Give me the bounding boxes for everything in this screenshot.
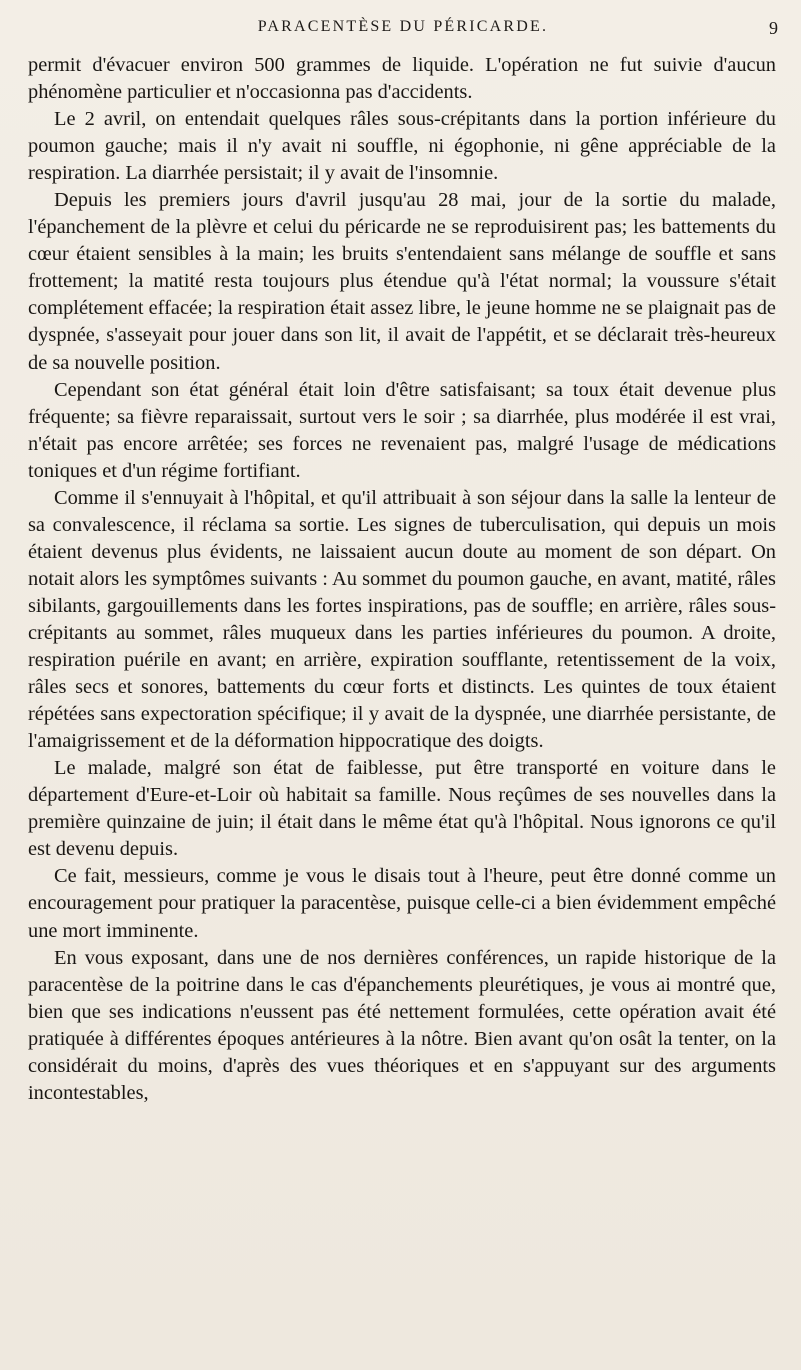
paragraph: Cependant son état général était loin d'être satisfaisant; sa toux était devenue plus fréquente; sa fièvre reparaissait, surtout vers le soir ; sa diarrhée, plus modérée il est vrai, n'était pas encore arrêtée; ses forces ne revenaient pas, malgré l'usage de médications toniques et d'un régime fortifiant. (28, 378, 776, 482)
paragraph: Comme il s'ennuyait à l'hôpital, et qu'il attribuait à son séjour dans la salle la lenteur de sa convalescence, il réclama sa sortie. Les signes de tuberculisation, qui depuis un mois étaient devenus plus évidents, ne laissaient aucun doute au moment de son départ. On notait alors les symptômes suivants : Au sommet du poumon gauche, en avant, matité, râles sibilants, gargouillements dans les fortes inspirations, pas de souffle; en arrière, râles sous-crépitants au sommet, râles muqueux dans les parties inférieures du poumon. A droite, respiration puérile en avant; en arrière, expiration soufflante, retentissement de la voix, râles secs et sonores, battements du cœur forts et distincts. Les quintes de toux étaient répétées sans expectoration spécifique; il y avait de la dyspnée, une diarrhée persistante, de l'amaigrissement et de la déformation hippocratique des doigts. (28, 486, 776, 753)
paragraph: Le malade, malgré son état de faiblesse, put être transporté en voiture dans le département d'Eure-et-Loir où habitait sa famille. Nous reçûmes de ses nouvelles dans la première quinzaine de juin; il était dans le même état qu'à l'hôpital. Nous ignorons ce qu'il est devenu depuis. (28, 757, 776, 861)
paragraph: En vous exposant, dans une de nos dernières conférences, un rapide historique de la paracentèse de la poitrine dans le cas d'épanchements pleurétiques, je vous ai montré que, bien que ses indications n'eussent pas été nettement formulées, cette opération avait été pratiquée à différentes époques antérieures à la nôtre. Bien avant qu'on osât la tenter, on la considérait du moins, d'après des vues théoriques et en s'appuyant sur des arguments incontestables, (28, 946, 776, 1104)
paragraph: Le 2 avril, on entendait quelques râles sous-crépitants dans la portion inférieure du poumon gauche; mais il n'y avait ni souffle, ni égophonie, ni gêne appréciable de la respiration. La diarrhée persistait; il y avait de l'insomnie. (28, 108, 776, 185)
paragraph: permit d'évacuer environ 500 grammes de liquide. L'opération ne fut suivie d'aucun phénomène particulier et n'occasionna pas d'accidents. (28, 54, 776, 104)
page-number: 9 (769, 18, 778, 38)
running-title: PARACENTÈSE DU PÉRICARDE. (257, 18, 549, 35)
paragraph: Ce fait, messieurs, comme je vous le disais tout à l'heure, peut être donné comme un encouragement pour pratiquer la paracentèse, puisque celle-ci a bien évidemment empêché une mort imminente. (28, 865, 776, 942)
page-header (28, 18, 778, 48)
body-text (28, 52, 776, 1107)
paragraph: Depuis les premiers jours d'avril jusqu'au 28 mai, jour de la sortie du malade, l'épanchement de la plèvre et celui du péricarde ne se reproduisirent pas; les battements du cœur étaient sensibles à la main; les bruits s'entendaient sans mélange de souffle et sans frottement; la matité resta toujours plus étendue qu'à l'état normal; la voussure s'était complétement effacée; la respiration était assez libre, le jeune homme ne se plaignait pas de dyspnée, s'asseyait pour jouer dans son lit, il avait de l'appétit, et se déclarait très-heureux de sa nouvelle position. (28, 189, 776, 374)
